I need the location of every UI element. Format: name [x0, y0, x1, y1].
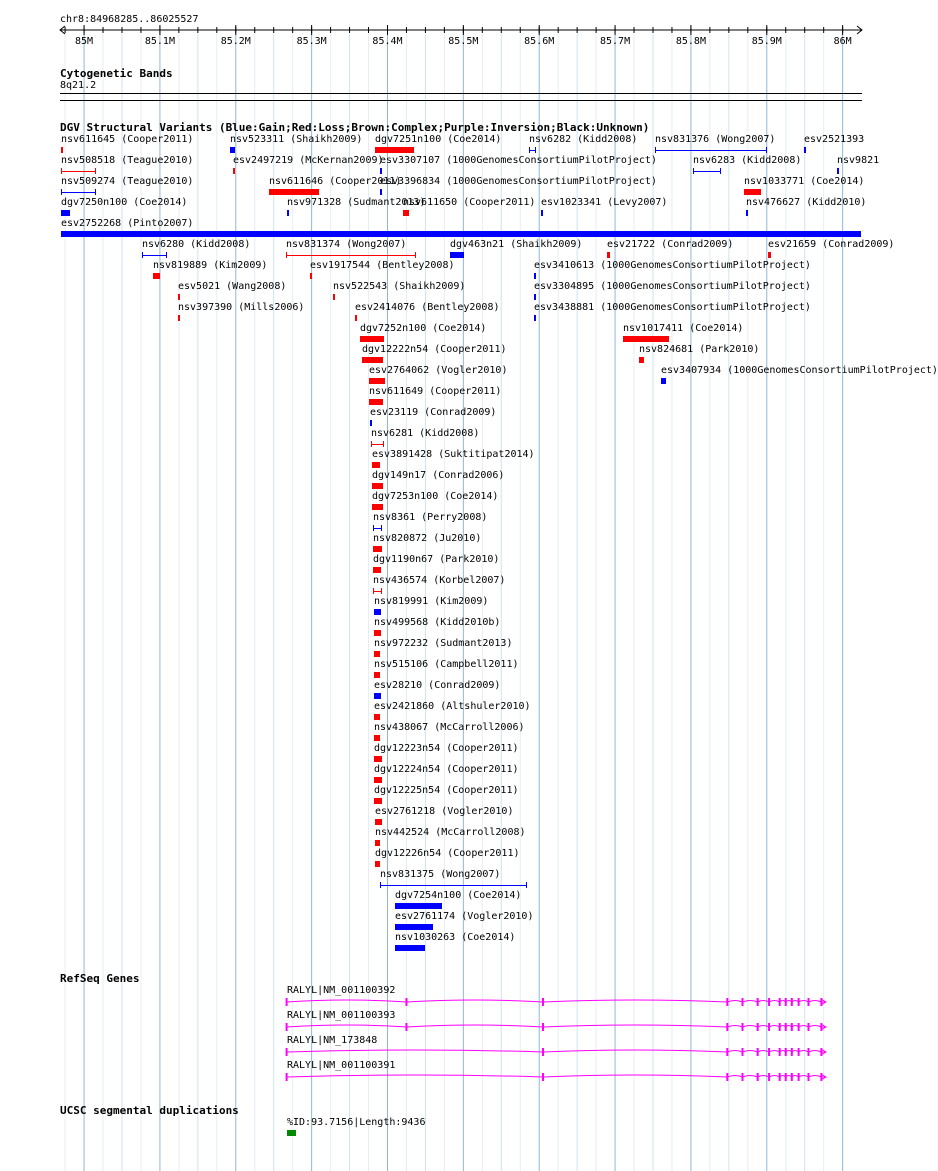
variant-label[interactable]: esv3438881 (1000GenomesConsortiumPilotProject) [534, 302, 811, 313]
ruler-tick-label: 85.7M [600, 36, 631, 47]
variant-label[interactable]: esv5021 (Wang2008) [178, 281, 287, 292]
variant-range[interactable] [61, 168, 96, 174]
variant-label[interactable]: nsv971328 (Sudmant2013) [287, 197, 426, 208]
ruler-tick-label: 86M [833, 36, 852, 47]
gene-exon[interactable] [779, 998, 781, 1006]
gene-exon[interactable] [286, 998, 288, 1006]
variant-bar[interactable] [375, 147, 414, 153]
gene-exon[interactable] [791, 1048, 793, 1056]
variant-range-end [415, 252, 416, 258]
cytoband-track-title: Cytogenetic Bands [60, 67, 173, 80]
variant-bar[interactable] [541, 210, 543, 216]
variant-bar[interactable] [153, 273, 160, 279]
variant-range-line [655, 150, 767, 151]
gene-exon[interactable] [286, 1023, 288, 1031]
dgv-track-title: DGV Structural Variants (Blue:Gain;Red:Loss;Brown:Complex;Purple:Inversion;Black:Unknown) [60, 121, 650, 134]
variant-label[interactable]: nsv611649 (Cooper2011) [369, 386, 502, 397]
gene-exon[interactable] [405, 998, 407, 1006]
variant-label[interactable]: esv2761174 (Vogler2010) [395, 911, 534, 922]
variant-range-line [380, 885, 527, 886]
variant-label[interactable]: nsv397390 (Mills2006) [178, 302, 305, 313]
variant-bar[interactable] [395, 924, 433, 930]
variant-range-line [142, 255, 167, 256]
scale-ruler[interactable] [0, 0, 890, 60]
variant-range-line [61, 192, 96, 193]
segdup-label[interactable]: %ID:93.7156|Length:9436 [287, 1117, 426, 1128]
variant-label[interactable]: nsv1033771 (Coe2014) [744, 176, 865, 187]
variant-label[interactable]: nsv508518 (Teague2010) [61, 155, 194, 166]
ruler-tick-label: 85.6M [524, 36, 555, 47]
variant-bar[interactable] [269, 189, 319, 195]
variant-bar[interactable] [61, 210, 70, 216]
gene-exon[interactable] [286, 1048, 288, 1056]
cytoband-line-top [60, 93, 862, 94]
variant-bar[interactable] [639, 357, 644, 363]
cytoband-line-bottom [60, 100, 862, 101]
variant-bar[interactable] [374, 672, 380, 678]
gene-exon[interactable] [726, 998, 728, 1006]
variant-range-start [371, 441, 372, 447]
variant-label[interactable]: nsv819991 (Kim2009) [374, 596, 489, 607]
variant-bar[interactable] [804, 147, 806, 153]
variant-range[interactable] [529, 147, 536, 153]
variant-bar[interactable] [374, 798, 382, 804]
ruler-tick-label: 85.2M [220, 36, 251, 47]
variant-label[interactable]: esv2414076 (Bentley2008) [355, 302, 500, 313]
variant-bar[interactable] [374, 735, 380, 741]
variant-range-start [373, 588, 374, 594]
variant-bar[interactable] [395, 945, 425, 951]
variant-bar[interactable] [450, 252, 464, 258]
gene-exon[interactable] [768, 1073, 770, 1081]
variant-bar[interactable] [661, 378, 666, 384]
variant-label[interactable]: esv3891428 (Suktitipat2014) [372, 449, 535, 460]
variant-bar[interactable] [61, 147, 63, 153]
variant-label[interactable]: nsv6283 (Kidd2008) [693, 155, 802, 166]
variant-label[interactable]: dgv7251n100 (Coe2014) [375, 134, 502, 145]
gene-exon[interactable] [757, 998, 759, 1006]
variant-bar[interactable] [178, 315, 180, 321]
gene-exon[interactable] [798, 1048, 800, 1056]
gene-exon[interactable] [791, 1073, 793, 1081]
gene-exon[interactable] [742, 998, 744, 1006]
gene-exon[interactable] [785, 1023, 787, 1031]
variant-label[interactable]: esv28210 (Conrad2009) [374, 680, 501, 691]
variant-label[interactable]: dgv463n21 (Shaikh2009) [450, 239, 583, 250]
cytoband-label: 8q21.2 [60, 80, 97, 91]
variant-label[interactable]: esv1917544 (Bentley2008) [310, 260, 455, 271]
variant-label[interactable]: nsv611650 (Cooper2011) [403, 197, 536, 208]
variant-bar[interactable] [362, 357, 383, 363]
variant-range-end [535, 147, 536, 153]
gene-exon[interactable] [807, 1048, 809, 1056]
gene-exon[interactable] [726, 1048, 728, 1056]
variant-bar[interactable] [374, 756, 382, 762]
variant-label[interactable]: esv3407934 (1000GenomesConsortiumPilotProject) [661, 365, 938, 376]
variant-bar[interactable] [374, 693, 381, 699]
variant-bar[interactable] [333, 294, 335, 300]
variant-label[interactable]: esv2497219 (McKernan2009) [233, 155, 384, 166]
variant-range-start [142, 252, 143, 258]
variant-bar[interactable] [372, 504, 383, 510]
variant-label[interactable]: nsv509274 (Teague2010) [61, 176, 194, 187]
gene-intron-line[interactable] [287, 1025, 826, 1027]
gene-exon[interactable] [542, 1073, 544, 1081]
variant-label[interactable]: dgv12224n54 (Cooper2011) [374, 764, 519, 775]
variant-range-end [766, 147, 767, 153]
ruler-tick-label: 85.4M [372, 36, 403, 47]
gene-label[interactable]: RALYL|NM_001100391 [287, 1060, 396, 1071]
variant-label[interactable]: nsv442524 (McCarroll2008) [375, 827, 526, 838]
gene-exon[interactable] [757, 1073, 759, 1081]
variant-label[interactable]: nsv8361 (Perry2008) [373, 512, 488, 523]
variant-label[interactable]: dgv7253n100 (Coe2014) [372, 491, 499, 502]
gene-exon[interactable] [405, 1023, 407, 1031]
variant-range-start [655, 147, 656, 153]
variant-bar[interactable] [374, 777, 382, 783]
variant-range-end [383, 441, 384, 447]
variant-bar[interactable] [374, 630, 381, 636]
variant-range-start [693, 168, 694, 174]
variant-bar[interactable] [369, 399, 383, 405]
ruler-tick-label: 85.3M [296, 36, 327, 47]
variant-label[interactable]: nsv1030263 (Coe2014) [395, 932, 516, 943]
variant-bar[interactable] [768, 252, 771, 258]
gene-exon[interactable] [742, 1023, 744, 1031]
variant-bar[interactable] [403, 210, 409, 216]
variant-range[interactable] [373, 525, 382, 531]
variant-label[interactable]: esv2421860 (Altshuler2010) [374, 701, 531, 712]
variant-label[interactable]: nsv819889 (Kim2009) [153, 260, 268, 271]
variant-range-start [61, 189, 62, 195]
gene-exon[interactable] [807, 1073, 809, 1081]
variant-label[interactable]: nsv6282 (Kidd2008) [529, 134, 638, 145]
variant-label[interactable]: nsv6280 (Kidd2008) [142, 239, 251, 250]
variant-bar[interactable] [230, 147, 235, 153]
variant-range-end [526, 882, 527, 888]
variant-label[interactable]: nsv824681 (Park2010) [639, 344, 760, 355]
variant-bar[interactable] [534, 315, 536, 321]
variant-label[interactable]: esv21659 (Conrad2009) [768, 239, 895, 250]
variant-range-end [381, 588, 382, 594]
segdup-bar[interactable] [287, 1130, 296, 1136]
gene-exon[interactable] [798, 998, 800, 1006]
variant-label[interactable]: nsv522543 (Shaikh2009) [333, 281, 466, 292]
variant-label[interactable]: nsv972232 (Sudmant2013) [374, 638, 513, 649]
variant-range[interactable] [61, 189, 96, 195]
variant-label[interactable]: nsv831376 (Wong2007) [655, 134, 776, 145]
segdup-track-title: UCSC segmental duplications [60, 1104, 239, 1117]
variant-label[interactable]: nsv515106 (Campbell2011) [374, 659, 519, 670]
variant-range-line [286, 255, 416, 256]
variant-range-start [529, 147, 530, 153]
variant-bar[interactable] [374, 651, 380, 657]
variant-label[interactable]: nsv1017411 (Coe2014) [623, 323, 744, 334]
variant-bar[interactable] [355, 315, 357, 321]
variant-label[interactable]: nsv820872 (Ju2010) [373, 533, 482, 544]
gene-exon[interactable] [807, 998, 809, 1006]
variant-label[interactable]: dgv12226n54 (Cooper2011) [375, 848, 520, 859]
variant-bar[interactable] [178, 294, 180, 300]
variant-bar[interactable] [370, 420, 372, 426]
gene-exon[interactable] [768, 1023, 770, 1031]
variant-bar[interactable] [534, 273, 536, 279]
variant-bar[interactable] [375, 840, 380, 846]
ruler-tick-label: 85.1M [144, 36, 175, 47]
gene-exon[interactable] [742, 1048, 744, 1056]
variant-bar[interactable] [61, 231, 861, 237]
coordinate-label: chr8:84968285..86025527 [60, 14, 199, 25]
variant-range-end [381, 525, 382, 531]
gene-intron-line[interactable] [287, 1050, 826, 1052]
variant-bar[interactable] [360, 336, 384, 342]
variant-label[interactable]: nsv831374 (Wong2007) [286, 239, 407, 250]
gene-exon[interactable] [785, 1048, 787, 1056]
refseq-drawing [0, 980, 890, 1120]
variant-label[interactable]: dgv12225n54 (Cooper2011) [374, 785, 519, 796]
variant-label[interactable]: esv3304895 (1000GenomesConsortiumPilotProject) [534, 281, 811, 292]
gene-exon[interactable] [286, 1073, 288, 1081]
gene-exon[interactable] [798, 1073, 800, 1081]
variant-label[interactable]: esv2752268 (Pinto2007) [61, 218, 194, 229]
ruler-tick-label: 85.5M [448, 36, 479, 47]
variant-range-end [166, 252, 167, 258]
gene-exon[interactable] [542, 1023, 544, 1031]
variant-range-end [720, 168, 721, 174]
variant-label[interactable]: dgv7250n100 (Coe2014) [61, 197, 188, 208]
gene-exon[interactable] [785, 998, 787, 1006]
variant-range-line [693, 171, 721, 172]
gene-exon[interactable] [791, 998, 793, 1006]
ruler-tick-label: 85M [75, 36, 94, 47]
variant-bar[interactable] [746, 210, 748, 216]
variant-bar[interactable] [373, 546, 382, 552]
variant-label[interactable]: nsv611646 (Cooper2011) [269, 176, 402, 187]
variant-bar[interactable] [373, 567, 381, 573]
variant-label[interactable]: esv3307107 (1000GenomesConsortiumPilotProject) [380, 155, 657, 166]
variant-bar[interactable] [395, 903, 442, 909]
variant-label[interactable]: esv2761218 (Vogler2010) [375, 806, 514, 817]
variant-bar[interactable] [375, 819, 382, 825]
gene-exon[interactable] [779, 1073, 781, 1081]
variant-range[interactable] [693, 168, 721, 174]
gene-exon[interactable] [542, 998, 544, 1006]
variant-range[interactable] [373, 588, 382, 594]
variant-range-start [61, 168, 62, 174]
variant-label[interactable]: nsv476627 (Kidd2010) [746, 197, 867, 208]
variant-label[interactable]: nsv523311 (Shaikh2009) [230, 134, 363, 145]
gene-exon[interactable] [757, 1023, 759, 1031]
variant-label[interactable]: nsv831375 (Wong2007) [380, 869, 501, 880]
variant-label[interactable]: nsv6281 (Kidd2008) [371, 428, 480, 439]
variant-bar[interactable] [623, 336, 669, 342]
variant-bar[interactable] [374, 609, 381, 615]
variant-label[interactable]: dgv12223n54 (Cooper2011) [374, 743, 519, 754]
gene-exon[interactable] [768, 998, 770, 1006]
gene-label[interactable]: RALYL|NM_001100393 [287, 1010, 396, 1021]
variant-label[interactable]: esv3410613 (1000GenomesConsortiumPilotProject) [534, 260, 811, 271]
variant-label[interactable]: dgv149n17 (Conrad2006) [372, 470, 505, 481]
variant-bar[interactable] [374, 714, 380, 720]
variant-range-line [61, 171, 96, 172]
variant-range[interactable] [655, 147, 767, 153]
gene-label[interactable]: RALYL|NM_001100392 [287, 985, 396, 996]
ruler-tick-label: 85.8M [675, 36, 706, 47]
variant-label[interactable]: nsv436574 (Korbel2007) [373, 575, 506, 586]
gene-intron-line[interactable] [287, 1000, 826, 1002]
variant-label[interactable]: nsv9821 [837, 155, 880, 166]
variant-label[interactable]: esv23119 (Conrad2009) [370, 407, 497, 418]
variant-range-end [95, 189, 96, 195]
variant-label[interactable]: esv2521393 [804, 134, 865, 145]
variant-label[interactable]: nsv499568 (Kidd2010b) [374, 617, 501, 628]
variant-range-start [380, 882, 381, 888]
variant-label[interactable]: esv2764062 (Vogler2010) [369, 365, 508, 376]
variant-range-end [95, 168, 96, 174]
variant-label[interactable]: nsv438067 (McCarroll2006) [374, 722, 525, 733]
gene-exon[interactable] [726, 1073, 728, 1081]
variant-label[interactable]: dgv1190n67 (Park2010) [373, 554, 500, 565]
gene-exon[interactable] [742, 1073, 744, 1081]
variant-label[interactable]: dgv7252n100 (Coe2014) [360, 323, 487, 334]
variant-bar[interactable] [744, 189, 761, 195]
gene-exon[interactable] [757, 1048, 759, 1056]
variant-bar[interactable] [287, 210, 289, 216]
gene-exon[interactable] [779, 1023, 781, 1031]
variant-bar[interactable] [607, 252, 610, 258]
variant-bar[interactable] [310, 273, 312, 279]
variant-bar[interactable] [372, 462, 380, 468]
refseq-track-title: RefSeq Genes [60, 972, 140, 985]
variant-range[interactable] [142, 252, 167, 258]
variant-range[interactable] [286, 252, 416, 258]
gene-exon[interactable] [785, 1073, 787, 1081]
variant-bar[interactable] [369, 378, 385, 384]
variant-label[interactable]: esv3396834 (1000GenomesConsortiumPilotProject) [380, 176, 657, 187]
variant-bar[interactable] [233, 168, 235, 174]
gene-intron-line[interactable] [287, 1075, 826, 1077]
variant-bar[interactable] [837, 168, 839, 174]
variant-label[interactable]: nsv611645 (Cooper2011) [61, 134, 194, 145]
variant-label[interactable]: dgv12222n54 (Cooper2011) [362, 344, 507, 355]
variant-label[interactable]: esv1023341 (Levy2007) [541, 197, 668, 208]
gene-exon[interactable] [768, 1048, 770, 1056]
variant-bar[interactable] [380, 168, 382, 174]
gene-exon[interactable] [542, 1048, 544, 1056]
variant-bar[interactable] [372, 483, 383, 489]
gene-exon[interactable] [791, 1023, 793, 1031]
gene-label[interactable]: RALYL|NM_173848 [287, 1035, 378, 1046]
gene-exon[interactable] [779, 1048, 781, 1056]
variant-range[interactable] [371, 441, 384, 447]
gene-exon[interactable] [798, 1023, 800, 1031]
gene-exon[interactable] [807, 1023, 809, 1031]
ruler-tick-label: 85.9M [751, 36, 782, 47]
variant-bar[interactable] [380, 189, 382, 195]
variant-label[interactable]: esv21722 (Conrad2009) [607, 239, 734, 250]
variant-bar[interactable] [375, 861, 380, 867]
variant-range-start [286, 252, 287, 258]
variant-label[interactable]: dgv7254n100 (Coe2014) [395, 890, 522, 901]
variant-range-start [373, 525, 374, 531]
variant-bar[interactable] [534, 294, 536, 300]
variant-range[interactable] [380, 882, 527, 888]
gene-exon[interactable] [726, 1023, 728, 1031]
